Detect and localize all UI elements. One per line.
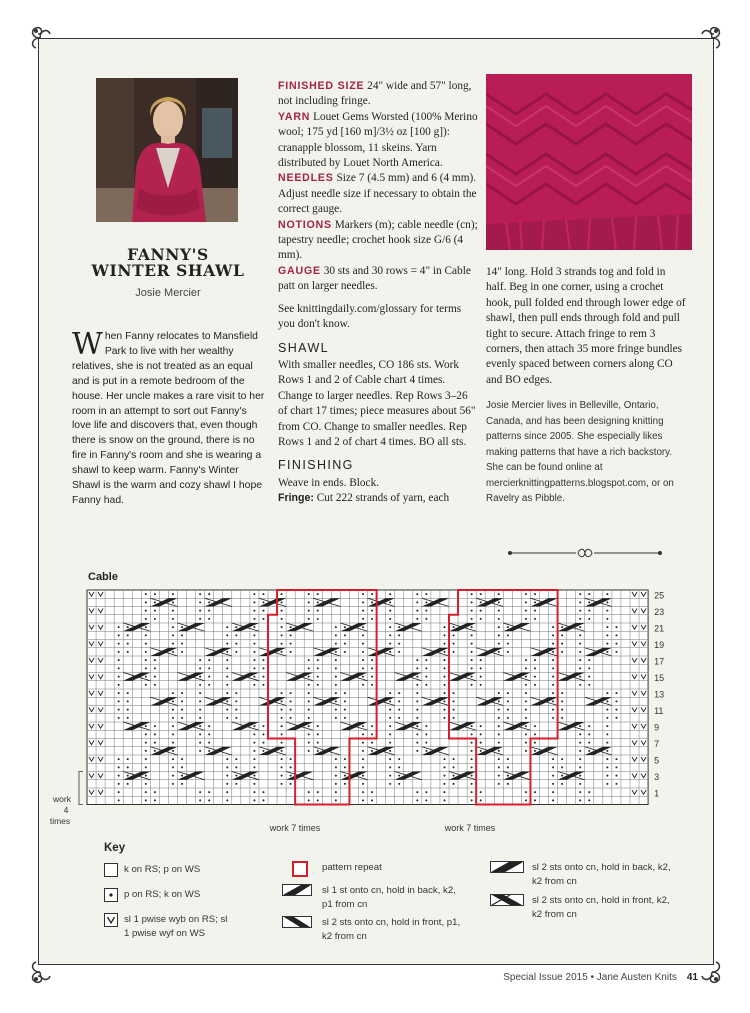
repeat-label-2: work 7 times [444,823,496,833]
key-slip-text-2: 1 pwise wyf on WS [124,928,206,939]
key-cable-2-text-1: sl 2 sts onto cn, hold in front, p1, [322,917,461,928]
author-name: Josie Mercier [135,287,201,299]
key-item-slip [104,913,227,941]
key-repeat-text: pattern repeat [322,862,382,873]
row-number-label: 15 [654,672,665,683]
corner-flourish-icon [690,20,730,60]
model-photo [96,78,238,222]
row-number-label: 7 [654,738,660,749]
finished-size-label: FINISHED SIZE [278,80,365,92]
gauge-label: GAUGE [278,264,321,277]
row-number-label: 25 [654,590,665,601]
shawl-detail-photo [486,74,692,250]
work-times-label-2: 4 [63,805,69,815]
finished-size-text: 24" wide and 57" long, not including fringe. [278,80,472,108]
key-item-knit [104,863,200,877]
key-cable-1-text-1: sl 1 st onto cn, hold in back, k2, [322,885,456,896]
row-number-label: 13 [654,689,665,700]
key-item-purl [104,888,200,902]
key-item-cable-4 [490,894,670,922]
repeat-label-1: work 7 times [269,823,321,833]
chart-title: Cable [88,571,118,583]
corner-flourish-icon [690,950,730,990]
intro-text: hen Fanny relocates to Mansfield Park to live with her wealthy relatives, she is not treated as an equal and is put in a remote bedroom of the house. Her uncle makes a rare visit to her room in an attempt to sort out Fanny's love life and discovers that, even though there is snow on the ground, there is no fire in Fanny's room and she is wearing a shawl to keep warm. Fanny's Winter Shawl is the warm and cozy shawl I hope Fanny had. [72,331,265,506]
fringe-text: Cut 222 strands of yarn, each [316,492,450,505]
row-number-label: 1 [654,788,660,799]
finishing-heading: FINISHING [278,458,354,473]
corner-flourish-icon [22,950,62,990]
shawl-heading: SHAWL [278,340,329,355]
key-purl-text: p on RS; k on WS [124,889,201,900]
work-times-label-1: work [53,794,71,804]
pattern-repeat-symbol-icon [292,861,308,877]
cable-chart-grid [40,586,700,836]
finishing-continued-column [486,265,686,507]
key-cable-3-text-1: sl 2 sts onto cn, hold in back, k2, [532,862,671,873]
pattern-title-block [70,247,266,299]
row-number-label: 23 [654,606,665,617]
cable-chart [40,586,700,836]
page-footer [503,972,698,983]
key-item-cable-2 [282,916,460,944]
glossary-note: See knittingdaily.com/glossary for terms you don't know. [278,302,462,331]
pattern-title-line-2: WINTER SHAWL [91,261,245,280]
key-item-cable-3 [490,861,671,889]
notions-label: NOTIONS [278,218,332,231]
slip-symbol-icon [104,913,118,927]
shawl-instructions: With smaller needles, CO 186 sts. Work Rows 1 and 2 of Cable chart 4 times. Change to larger needles. Rep Rows 3–26 of chart 17 times; piece measures about 56" from CO. Change to smaller needles. Rep Rows 1 and 2 of chart 4 times. BO all sts. [278,358,476,448]
page-number: 41 [686,972,698,983]
key-cable-4-text-1: sl 2 sts onto cn, hold in front, k2, [532,895,670,906]
notions-text: Markers (m); cable needle (cn); tapestry needle; crochet hook size G/6 (4 mm). [278,218,478,262]
row-number-label: 19 [654,639,665,650]
finishing-text: Weave in ends. Block. [278,476,380,489]
pattern-specs-column [278,79,478,507]
key-item-repeat [292,861,382,877]
row-number-label: 17 [654,656,665,667]
gauge-text: 30 sts and 30 rows = 4" in Cable patt on larger needles. [278,264,471,293]
key-slip-text-1: sl 1 pwise wyb on RS; sl [124,914,228,925]
designer-bio: Josie Mercier lives in Belleville, Ontario, Canada, and has been designing knitting patterns since 2005. She especially likes making patterns that have a rich backstory. She can be found online at mercierknittingpatterns.blogspot.com, or on Ravelry as Pibble. [486,400,674,505]
footer-publication: Special Issue 2015 • Jane Austen Knits [503,972,677,983]
pattern-title-line-1: FANNY'S [127,245,209,264]
fringe-continued-text: 14" long. Hold 3 strands tog and fold in half. Beg in one corner, using a crochet hook, pull folded end through lower edge of shawl, then pull ends through fold and pull tight to secure. Attach fringe to rem 3 corners, then attach 35 more fringe bundles evenly spaced between corners along CO and BO edges. [486,266,686,386]
cable-right-knit-symbol-icon [490,861,524,873]
cable-left-knit-symbol-icon [490,894,524,906]
row-number-label: 3 [654,771,660,782]
knit-symbol-icon [104,863,118,877]
corner-flourish-icon [22,20,62,60]
needles-text: Size 7 (4.5 mm) and 6 (4 mm). Adjust needle size if necessary to obtain the correct gauge. [278,172,477,216]
key-title: Key [104,842,126,854]
key-item-cable-1 [282,884,456,912]
yarn-label: YARN [278,110,311,123]
ornament-divider-icon [506,546,664,558]
key-cable-2-text-2: k2 from cn [322,931,367,942]
yarn-text: Louet Gems Worsted (100% Merino wool; 175 yd [160 m]/3½ oz [100 g]): cranapple blossom, 11 skeins. Yarn distributed by Louet North America. [278,110,478,170]
drop-cap: W [72,327,103,362]
row-number-label: 11 [654,705,664,716]
key-cable-1-text-2: p1 from cn [322,899,368,910]
row-number-label: 9 [654,722,660,733]
key-cable-3-text-2: k2 from cn [532,876,577,887]
purl-symbol-icon [104,888,118,902]
key-knit-text: k on RS; p on WS [124,864,201,875]
fringe-label: Fringe: [278,492,314,505]
cable-left-purl-symbol-icon [282,916,312,928]
needles-label: NEEDLES [278,172,334,185]
row-number-label: 21 [654,623,665,634]
intro-paragraph [72,327,268,509]
key-cable-4-text-2: k2 from cn [532,909,577,920]
work-times-label-3: times [49,816,71,826]
cable-right-purl-symbol-icon [282,884,312,896]
row-number-label: 5 [654,755,660,766]
